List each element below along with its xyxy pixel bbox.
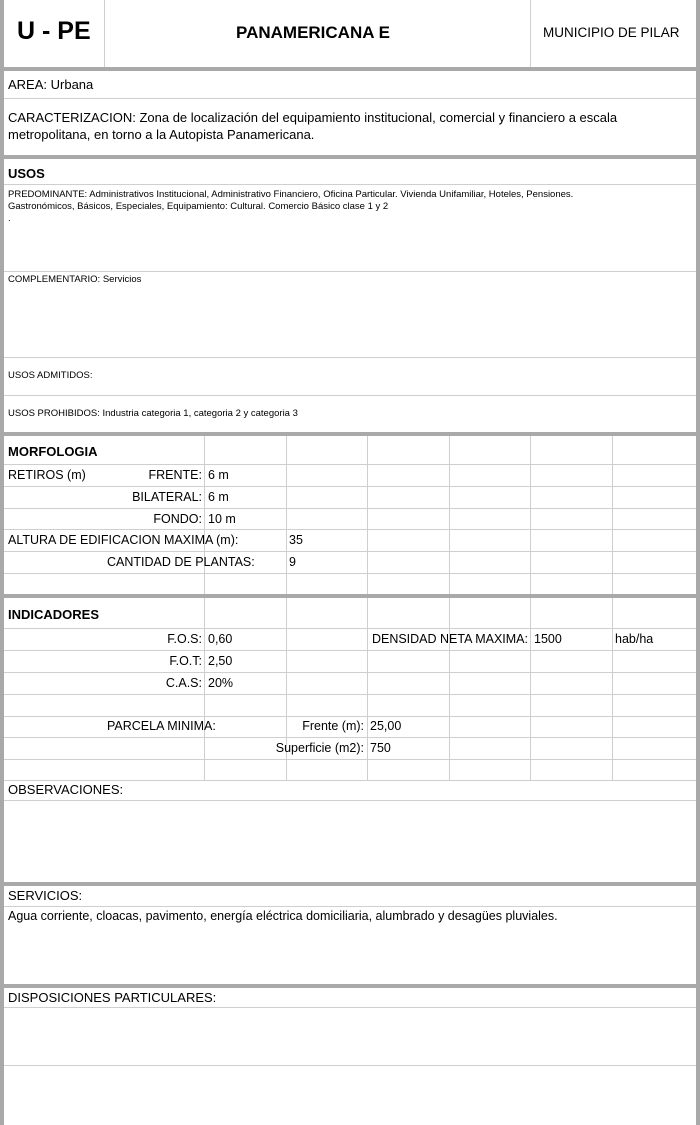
frente-value: 6 m bbox=[208, 468, 229, 482]
divider bbox=[0, 67, 700, 71]
cas-label: C.A.S: bbox=[165, 676, 202, 690]
usos-prohibidos-text: USOS PROHIBIDOS: Industria categoria 1, categoria 2 y categoria 3 bbox=[8, 408, 298, 419]
plantas-value: 9 bbox=[289, 555, 296, 569]
densidad-unit: hab/ha bbox=[615, 632, 654, 646]
usos-title: USOS bbox=[8, 166, 45, 181]
area-text: AREA: Urbana bbox=[8, 77, 94, 92]
rule bbox=[4, 1007, 696, 1008]
parcela-frente-value: 25,00 bbox=[370, 719, 402, 733]
servicios-text: Agua corriente, cloacas, pavimento, energía eléctrica domiciliaria, alumbrado y desagües pluviales. bbox=[8, 909, 558, 923]
rule bbox=[4, 800, 696, 801]
usos-admitidos-text: USOS ADMITIDOS: bbox=[8, 370, 93, 381]
fondo-value: 10 m bbox=[208, 512, 236, 526]
rule bbox=[4, 184, 696, 185]
frame-left-border bbox=[0, 0, 4, 1125]
rule bbox=[4, 906, 696, 907]
divider bbox=[0, 432, 700, 436]
morfologia-title: MORFOLOGIA bbox=[8, 444, 98, 459]
bilateral-value: 6 m bbox=[208, 490, 229, 504]
caracterizacion-line-1: CARACTERIZACION: Zona de localización del equipamiento institucional, comercial y financiero a escala bbox=[8, 110, 618, 125]
fos-value: 0,60 bbox=[208, 632, 233, 646]
altura-label: ALTURA DE EDIFICACION MAXIMA (m): bbox=[8, 533, 239, 547]
fos-label: F.O.S: bbox=[167, 632, 202, 646]
rule bbox=[4, 395, 696, 396]
plantas-label: CANTIDAD DE PLANTAS: bbox=[107, 555, 255, 569]
parcela-frente-label: Frente (m): bbox=[302, 719, 364, 733]
observaciones-title: OBSERVACIONES: bbox=[8, 782, 124, 797]
municipality: MUNICIPIO DE PILAR bbox=[543, 25, 680, 40]
fot-value: 2,50 bbox=[208, 654, 233, 668]
disposiciones-title: DISPOSICIONES PARTICULARES: bbox=[8, 990, 217, 1005]
caracterizacion-line-2: metropolitana, en torno a la Autopista Panamericana. bbox=[8, 127, 315, 142]
superficie-value: 750 bbox=[370, 741, 391, 755]
indicadores-title: INDICADORES bbox=[8, 607, 100, 622]
densidad-label: DENSIDAD NETA MAXIMA: bbox=[371, 632, 528, 646]
divider bbox=[0, 594, 700, 598]
retiros-label: RETIROS (m) bbox=[8, 468, 86, 482]
rule bbox=[4, 357, 696, 358]
servicios-title: SERVICIOS: bbox=[8, 888, 83, 903]
divider bbox=[0, 984, 700, 988]
frente-label: FRENTE: bbox=[148, 468, 202, 482]
rule bbox=[4, 1065, 696, 1066]
zone-code: U - PE bbox=[17, 17, 91, 45]
parcela-label: PARCELA MINIMA: bbox=[107, 719, 216, 733]
frame-right-border bbox=[696, 0, 700, 1125]
complementario-text: COMPLEMENTARIO: Servicios bbox=[8, 274, 142, 285]
predominante-line-3: . bbox=[8, 213, 11, 224]
zone-name: PANAMERICANA E bbox=[236, 23, 390, 42]
densidad-value: 1500 bbox=[534, 632, 562, 646]
fondo-label: FONDO: bbox=[153, 512, 202, 526]
rule bbox=[4, 271, 696, 272]
rule bbox=[4, 98, 696, 99]
altura-value: 35 bbox=[289, 533, 303, 547]
cas-value: 20% bbox=[208, 676, 234, 690]
predominante-line-2: Gastronómicos, Básicos, Especiales, Equipamiento: Cultural. Comercio Básico clase 1 y 2 bbox=[8, 201, 389, 212]
superficie-label: Superficie (m2): bbox=[275, 741, 364, 755]
divider bbox=[0, 155, 700, 159]
divider bbox=[0, 882, 700, 886]
bilateral-label: BILATERAL: bbox=[132, 490, 202, 504]
predominante-line-1: PREDOMINANTE: Administrativos Institucional, Administrativo Financiero, Oficina Particular. Vivienda Unifamiliar, Hoteles, Pensiones. bbox=[8, 189, 574, 200]
fot-label: F.O.T: bbox=[169, 654, 202, 668]
